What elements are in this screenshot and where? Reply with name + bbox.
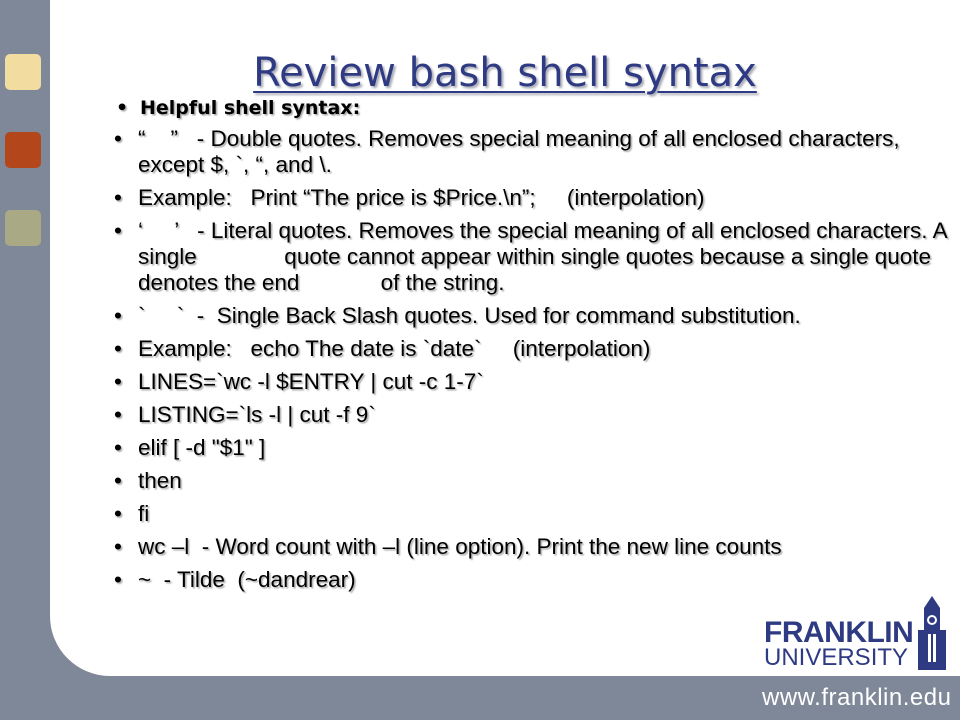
bullet-then: • then xyxy=(108,468,958,494)
slide-title: Review bash shell syntax xyxy=(253,50,757,96)
bullet-listing: • LISTING=`ls -l | cut -f 9` xyxy=(108,402,958,428)
bullet-literal-quotes: • ‘ ’ - Literal quotes. Removes the special meaning of all enclosed characters. A single quote cannot appear within single quotes because a single quote denotes the end of the string. xyxy=(108,218,958,296)
bullet-elif: • elif [ -d "$1" ] xyxy=(108,435,958,461)
bullet-example-print: • Example: Print “The price is $Price.\n”; (interpolation) xyxy=(108,185,958,211)
franklin-logo xyxy=(764,594,954,674)
bullet-lines: • LINES=`wc -l $ENTRY | cut -c 1-7` xyxy=(108,369,958,395)
decor-square-olive xyxy=(5,210,41,246)
slide-panel xyxy=(50,0,960,676)
logo-line-franklin: FRANKLIN xyxy=(764,616,914,649)
bullet-heading: • Helpful shell syntax: xyxy=(110,96,958,120)
bullet-backquotes: • ` ` - Single Back Slash quotes. Used for command substitution. xyxy=(108,303,958,329)
bullet-list xyxy=(108,96,958,600)
bullet-example-echo: • Example: echo The date is `date` (interpolation) xyxy=(108,336,958,362)
clock-tower-icon xyxy=(914,594,950,672)
bullet-fi: • fi xyxy=(108,501,958,527)
bullet-tilde: • ~ - Tilde (~dandrear) xyxy=(108,567,958,593)
decor-square-rust xyxy=(5,132,41,168)
website-url: www.franklin.edu xyxy=(762,684,952,711)
bullet-wc: • wc –l - Word count with –l (line option). Print the new line counts xyxy=(108,534,958,560)
bullet-double-quotes: • “ ” - Double quotes. Removes special meaning of all enclosed characters, except $, `, “, and \. xyxy=(108,126,958,178)
decor-square-cream xyxy=(5,54,41,90)
logo-line-university: UNIVERSITY xyxy=(764,644,909,671)
